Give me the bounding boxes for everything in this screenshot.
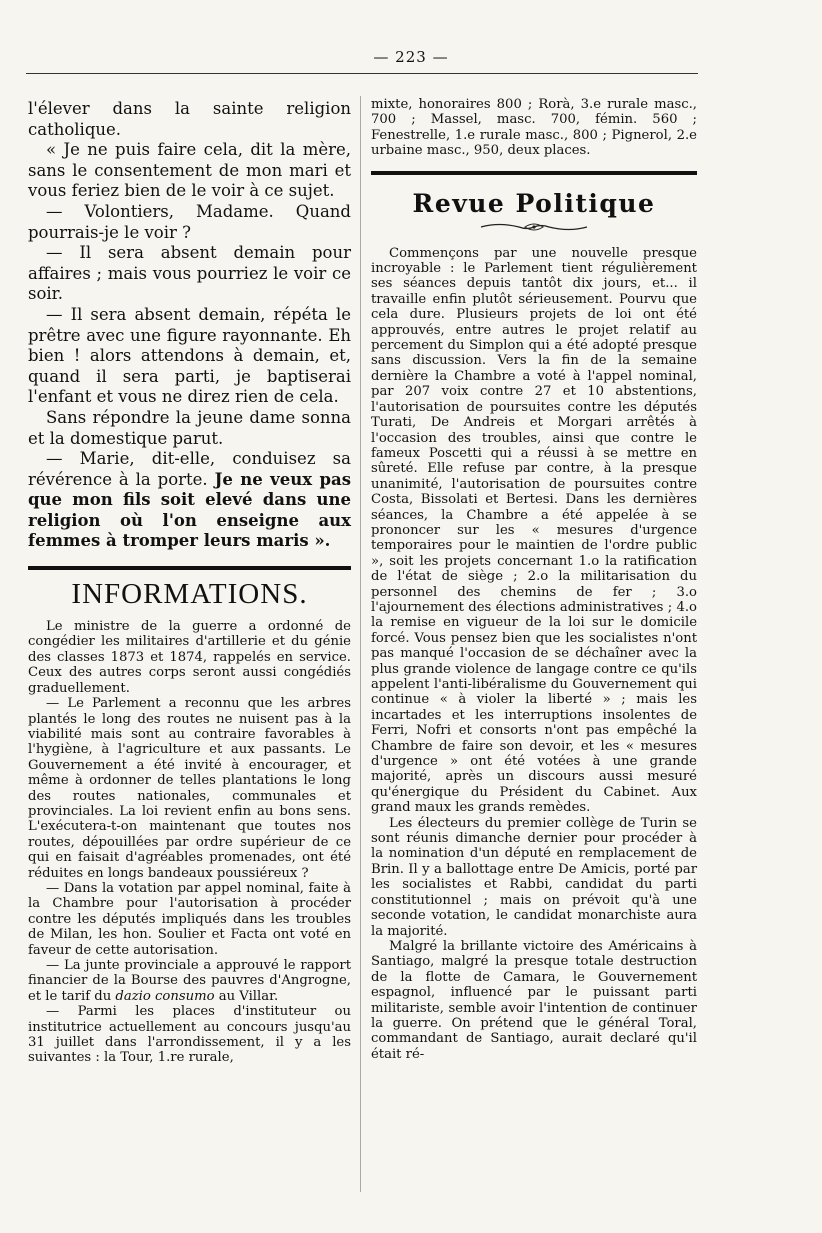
continuation-paragraph: mixte, honoraires 800 ; Rorà, 3.e rurale masc., 700 ; Massel, masc. 700, fémin. 560 ; Fenestrelle, 1.e rurale masc., 800 ; Pignerol, 2.e urbaine masc., 950, deux places. <box>371 97 697 159</box>
info-paragraph-junte <box>28 958 351 1004</box>
left-column <box>28 99 351 1066</box>
info-paragraph: — Dans la votation par appel nominal, faite à la Chambre pour l'autorisation à procéder contre les députés impliqués dans les troubles de Milan, les hon. Soulier et Facta ont voté en faveur de cette autorisation. <box>28 880 351 958</box>
right-column <box>371 97 697 1062</box>
column-divider <box>360 96 361 1192</box>
header-rule <box>26 73 698 74</box>
section-rule <box>28 566 351 570</box>
revue-paragraph: Les électeurs du premier collège de Turin se sont réunis dimanche dernier pour procéder à la nomination d'un député en remplacement de Brin. Il y a ballottage entre De Amicis, porté par les socialistes et Rabbi, candidat du parti constitutionnel ; mais on prévoit qu'à une seconde votation, le candidat monarchiste aura la majorité. <box>371 815 697 939</box>
info-paragraph: — Le Parlement a reconnu que les arbres plantés le long des routes ne nuisent pas à la viabilité mais sont au contraire favorables à l'hygiène, à l'agriculture et aux passants. Le Gouvernement a été invité à encourager, et même à ordonner de telles plantations le long des routes nationales, communales et provinciales. La loi revient enfin au bons sens. L'exécutera-t-on maintenant que toutes nos routes, dépouillées par ordre supérieur de ce qui en faisait d'agréables promenades, ont été réduites en longs bandeaux poussiéreux ? <box>28 696 351 881</box>
revue-paragraph: Malgré la brillante victoire des Américains à Santiago, malgré la presque totale destruction de la flotte de Camara, le Gouvernement espagnol, influencé par le puissant parti militariste, semble avoir l'intention de continuer la guerre. On prétend que le général Toral, commandant de Santiago, aurait declaré qu'il était ré- <box>371 938 697 1062</box>
story-dialogue: — Marie, dit-elle, conduisez sa révérence à la porte. <box>28 449 351 489</box>
story-paragraph-final <box>28 449 351 552</box>
story-paragraph: — Volontiers, Madame. Quand pourrais-je le voir ? <box>28 201 351 242</box>
info-paragraph: — Parmi les places d'instituteur ou institutrice actuellement au concours jusqu'au 31 juillet dans l'arrondissement, il y a les suivantes : la Tour, 1.re rurale, <box>28 1004 351 1066</box>
info-junte-text: — La junte provinciale a approuvé le rapport financier de la Bourse des pauvres d'Angrogne, et le tarif du <box>28 958 351 1004</box>
story-paragraph: Sans répondre la jeune dame sonna et la domestique parut. <box>28 407 351 448</box>
info-junte-end: au Villar. <box>214 988 279 1004</box>
story-paragraph: — Il sera absent demain, répéta le prêtre avec une figure rayonnante. Eh bien ! alors attendons à demain, et, quand il sera parti, je baptiserai l'enfant et vous ne direz rien de cela. <box>28 304 351 407</box>
info-paragraph: Le ministre de la guerre a ordonné de congédier les militaires d'artillerie et du génie des classes 1873 et 1874, rappelés en service. Ceux des autres corps seront aussi congédiés graduellement. <box>28 619 351 696</box>
revue-paragraph: Commençons par une nouvelle presque incroyable : le Parlement tient régulièrement ses séances depuis tantôt dix jours, et... il travaille enfin plutôt sérieusement. Pourvu que cela dure. Plusieurs projets de loi ont été approuvés, entre autres le projet relatif au percement du Simplon qui a été adopté presque sans discussion. Vers la fin de la semaine dernière la Chambre a voté à l'appel nominal, par 207 voix contre 27 et 10 abstentions, l'autorisation de poursuites contre les députés Turati, De Andreis et Morgari arrêtés à l'occasion des troubles, ainsi que contre le fameux Poscetti qui a réussi à se mettre en sûreté. Elle refuse par contre, à la presque unanimité, l'autorisation de poursuites contre Costa, Bissolati et Bertesi. Dans les dernières séances, la Chambre a été appelée à se prononcer sur les « mesures d'urgence temporaires pour le maintien de l'ordre public », soit les projets concernant 1.o la ratification de l'état de siège ; 2.o la militarisation du personnel des chemins de fer ; 3.o l'ajournement des élections administratives ; 4.o la remise en vigueur de la loi sur le domicile forcé. Vous pensez bien que les socialistes n'ont pas manqué l'occasion de se déchaîner avec la plus grande violence de langage contre ce qu'ils appelent l'anti-libéralisme du Gouvernement qui continue « à violer la liberté » ; mais les incartades et les interruptions insolentes de Ferri, Nofri et consorts n'ont pas empêché la Chambre de faire son devoir, et les « mesures d'urgence » ont été votées à une grande majorité, après un discours aussi mesuré qu'énergique du Président du Cabinet. Aux grand maux les grands remèdes. <box>371 245 697 816</box>
story-paragraph: « Je ne puis faire cela, dit la mère, sans le consentement de mon mari et vous feriez bien de le voir à ce sujet. <box>28 140 351 201</box>
informations-heading: INFORMATIONS. <box>71 578 308 611</box>
story-paragraph: — Il sera absent demain pour affaires ; mais vous pourriez le voir ce soir. <box>28 243 351 304</box>
revue-politique-heading: Revue Politique <box>412 188 656 218</box>
section-rule <box>371 171 697 175</box>
ornament-icon <box>479 220 589 234</box>
info-junte-italic: dazio consumo <box>115 988 215 1004</box>
story-closing-bold: Je ne veux pas que mon fils soit elevé dans une religion où l'on enseigne aux femmes à tromper leurs maris ». <box>28 469 352 551</box>
page-number: — 223 — <box>373 48 449 66</box>
story-paragraph: l'élever dans la sainte religion catholique. <box>28 99 351 139</box>
